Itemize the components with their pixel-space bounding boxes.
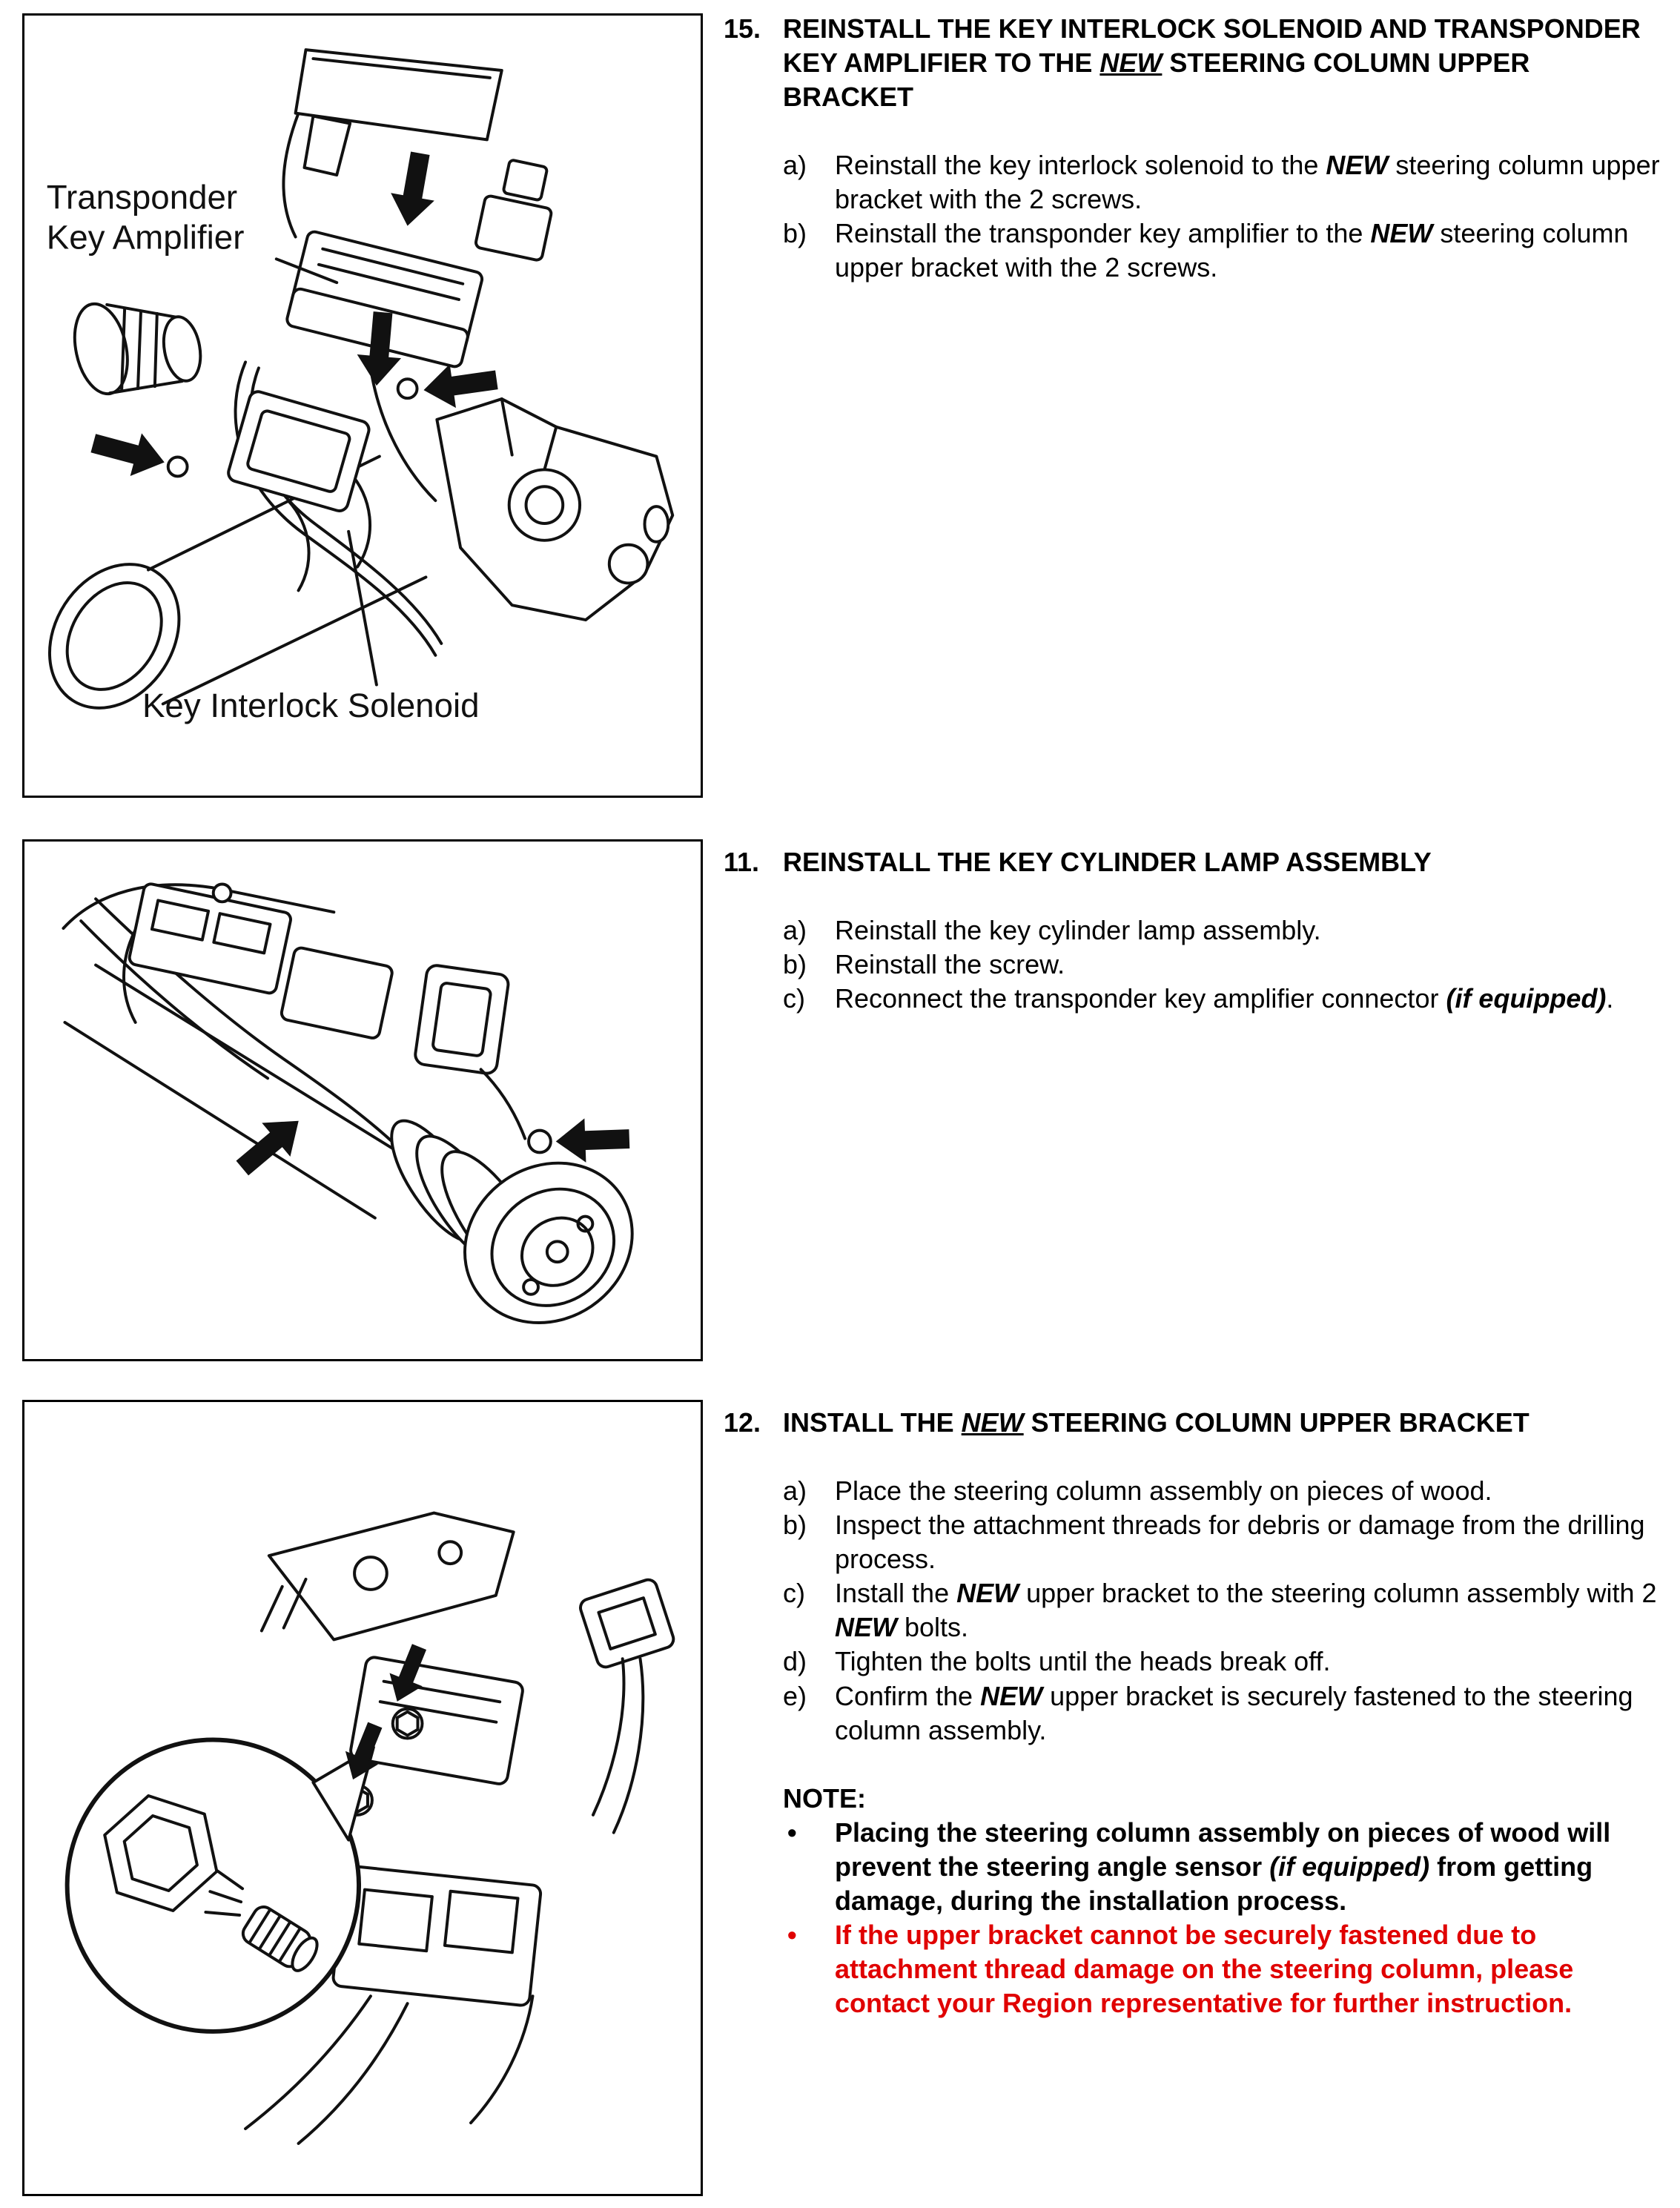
substep-b <box>783 216 1667 285</box>
new-emphasis: NEW <box>956 1578 1019 1609</box>
key-interlock-solenoid-label: Key Interlock Solenoid <box>142 687 480 725</box>
substep-label: a) <box>783 1475 807 1507</box>
upper-bracket-drawing <box>67 1513 676 2143</box>
substep-c <box>783 1576 1667 1645</box>
arrow-up-right-icon <box>228 1104 313 1185</box>
instructions-step12 <box>724 1406 1667 2020</box>
substep-label: a) <box>783 150 807 181</box>
instructions-step15 <box>724 12 1667 285</box>
step-number: 11. <box>724 847 760 877</box>
arrow-left-icon <box>555 1117 630 1163</box>
transponder-amplifier-label-line2: Key Amplifier <box>46 218 245 257</box>
substep-a <box>783 913 1667 948</box>
step12-heading <box>724 1406 1667 1440</box>
substep-b <box>783 1508 1667 1576</box>
figure-step15-illustration <box>24 16 701 796</box>
note-title: NOTE: <box>783 1782 866 1814</box>
note-block <box>783 1782 1667 2021</box>
substep-a <box>783 148 1667 216</box>
figure-step12-illustration <box>24 1402 701 2194</box>
substep-text: Reinstall the transponder key amplifier to the NEW steering column upper bracket with the 2 screws. <box>835 218 1629 283</box>
step-title: REINSTALL THE KEY INTERLOCK SOLENOID AND TRANSPONDER KEY AMPLIFIER TO THE NEW STEERING COLUMN UPPER BRACKET <box>783 13 1641 113</box>
substep-text: Place the steering column assembly on pieces of wood. <box>835 1475 1492 1507</box>
substep-text: Install the NEW upper bracket to the steering column assembly with 2 NEW bolts. <box>835 1578 1657 1643</box>
substep-text: Reinstall the key cylinder lamp assembly. <box>835 915 1321 946</box>
key-cylinder-drawing <box>63 882 663 1355</box>
new-emphasis: NEW <box>835 1612 897 1643</box>
substep-b <box>783 948 1667 982</box>
substep-e <box>783 1679 1667 1748</box>
step11-heading <box>724 845 1667 879</box>
substep-a <box>783 1474 1667 1508</box>
note-bullet-warning <box>783 1918 1667 2020</box>
substep-label: c) <box>783 983 805 1014</box>
new-emphasis: NEW <box>1326 150 1389 181</box>
bullet-text: Placing the steering column assembly on pieces of wood will prevent the steering angle sensor (if equipped) from getting damage, during the installation process. <box>835 1817 1611 1916</box>
figure-box-step12 <box>22 1400 703 2196</box>
substep-text: Reinstall the screw. <box>835 949 1065 980</box>
substep-label: b) <box>783 949 807 980</box>
figure-box-step11 <box>22 839 703 1361</box>
if-equipped-emphasis: (if equipped) <box>1269 1851 1430 1882</box>
substep-text: Inspect the attachment threads for debris or damage from the drilling process. <box>835 1510 1645 1575</box>
substep-c <box>783 982 1667 1016</box>
bullet-text: If the upper bracket cannot be securely fastened due to attachment thread damage on the steering column, please contact your Region representative for further instruction. <box>835 1920 1574 2019</box>
note-bullet-wood <box>783 1816 1667 1918</box>
step12-substeps <box>783 1474 1667 1748</box>
new-emphasis: NEW <box>980 1680 1043 1711</box>
step-title: INSTALL THE NEW STEERING COLUMN UPPER BRACKET <box>783 1407 1529 1438</box>
bullet-icon: • <box>787 1920 797 1951</box>
step11-substeps <box>783 913 1667 1016</box>
substep-label: e) <box>783 1680 807 1711</box>
substep-text: Reinstall the key interlock solenoid to the NEW steering column upper bracket with the 2 screws. <box>835 150 1660 215</box>
figure-step11-illustration <box>24 842 701 1359</box>
new-emphasis: NEW <box>1370 218 1433 249</box>
new-emphasis: NEW <box>1099 47 1163 79</box>
step-title: REINSTALL THE KEY CYLINDER LAMP ASSEMBLY <box>783 847 1432 877</box>
new-emphasis: NEW <box>961 1407 1024 1438</box>
arrow-right-icon <box>87 422 170 483</box>
substep-text: Tighten the bolts until the heads break off. <box>835 1646 1331 1677</box>
instructions-step11 <box>724 845 1667 1016</box>
substep-label: a) <box>783 915 807 946</box>
bullet-icon: • <box>787 1817 797 1848</box>
step-number: 12. <box>724 1407 761 1438</box>
transponder-amplifier-label-line1: Transponder <box>46 178 238 216</box>
substep-text: Confirm the NEW upper bracket is securely fastened to the steering column assembly. <box>835 1680 1633 1745</box>
steering-column-drawing <box>24 50 672 733</box>
substep-text: Reconnect the transponder key amplifier connector (if equipped). <box>835 983 1614 1014</box>
arrow-down-icon <box>386 150 442 230</box>
step-number: 15. <box>724 13 761 44</box>
substep-label: d) <box>783 1646 807 1677</box>
substep-label: c) <box>783 1578 805 1609</box>
if-equipped-emphasis: (if equipped) <box>1446 983 1607 1014</box>
substep-label: b) <box>783 1510 807 1541</box>
substep-label: b) <box>783 218 807 249</box>
figure-box-step15 <box>22 13 703 798</box>
step15-substeps <box>783 148 1667 285</box>
substep-d <box>783 1645 1667 1679</box>
step15-heading <box>724 12 1667 114</box>
